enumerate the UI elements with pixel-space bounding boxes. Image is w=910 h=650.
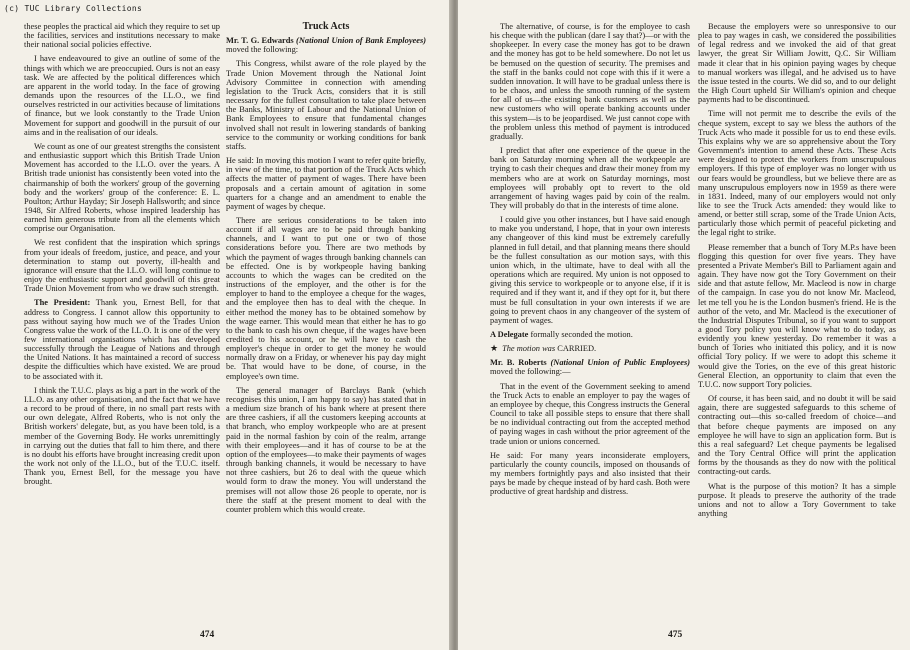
column-1 xyxy=(24,22,220,492)
paragraph: Because the employers were so unresponsive to our plea to pay wages in cash, we considered the possibilities of legal redress and we invoked the aid of that great lawyer, the great Sir William Jowitt, Q.C. Sir William made it clear that in his opinion paying wages by cheque to manual workers was illegal, and he advised us to have the issue tested in the courts. We did so, and to our delight the High Court upheld Sir William's opinion and cheque payments had to be discontinued. xyxy=(698,22,896,105)
moved-text: moved the following: xyxy=(226,45,299,55)
paragraph: I have endeavoured to give an outline of some of the things with which we are preoccupied. Ours is not an easy task. We are affected by the political differences which are apparent in the world today. In the face of growing demands upon the resources of the I.L.O., we find ourselves restricted in our activities because of limitations of finance, but we look constantly to the Trade Union Movement for support and goodwill in the pursuit of our aims and in the realisation of our ideals. xyxy=(24,54,220,137)
paragraph: He said: In moving this motion I want to refer quite briefly, in view of the time, to that portion of the Truck Acts which affects the matter of payment of wages. There have been proposals and a certain amount of agitation in some quarters for a change and an amendment to enable the payment of wages by cheque. xyxy=(226,156,426,211)
speaker-label: The President: xyxy=(34,298,91,308)
speaker-name: Mr. B. Roberts xyxy=(490,358,547,368)
president-paragraph xyxy=(24,298,220,380)
speaker-name: Mr. T. G. Edwards xyxy=(226,36,294,46)
paragraph: I could give you other instances, but I have said enough to make you understand, I hope, that in your own interests any changeover of this kind must be extremely carefully planned in full detail, and that planning means there should be the fullest consultation as our motion says, with this union which, in the ultimate, have to deal with all the operations which are required. My union is not opposed to giving this service to workpeople or to anyone else, if it is required and if they want it, and if they opt for it, but there must be full consultation in your own interests if we are going to prevent chaos in any changeover of the system of payment of wages. xyxy=(490,215,690,325)
paragraph: What is the purpose of this motion? It has a simple purpose. It pleads to preserve the authority of the trade unions and not to allow a Tory Government to take anything xyxy=(698,481,896,518)
paragraph: There are serious considerations to be taken into account if all wages are to be paid through banking channels, and I want to put one or two of those considerations before you. There are two methods by which the payment of wages through banking channels can be effected. One is by workpeople having banking accounts to which the wages can be credited on the instructions of the employer, and the other is for the employer to hand to the employee a cheque for the wages, and the employee then has to deal with the cheque. In either method the money has to be obtained somehow by the wage earner. This would mean that either he has to go to the bank to cash his own cheque, if the wages have been credited to his account, or he will have to cash the employer's cheque in order to get the money he would normally draw on a Friday, or whenever his pay day might be. That would have to be done, of course, in the employee's own time. xyxy=(226,215,426,381)
paragraph: Of course, it has been said, and no doubt it will be said again, there are suggested safeguards to this scheme of contracting out—this so-called freedom of choice—and that before cheque payments are imposed on any employee he will have to sign an application form. But is this a real safeguard? Let cheque payments be legalised and the Tory Central Office will print the application forms by the thousands as they do now with the political contracting-out cards. xyxy=(698,394,896,477)
paragraph: Time will not permit me to describe the evils of the cheque system, except to say we bless the authors of the Truck Acts who made it possible for us to end these evils. This explains why we are so apprehensive about the Tory Government's intention to amend these Acts. These Acts were designed to protect the workers from unscrupulous employers. If this type of employer was no longer with us our fears would be groundless, but we believe there are as many unscrupulous employers now in 1959 as there were in 1831. Indeed, many of our employers would not only like to see the Truck Acts amended: they would like to amend, or better still scrap, some of the Trade Union Acts, particularly those which permit of peaceful picketing and the legal right to strike. xyxy=(698,109,896,238)
paragraph: I think the T.U.C. plays as big a part in the work of the I.L.O. as any other organisation, and the fact that we have a record to be proud of there, in no small part rests with our own delegate, Alfred Roberts, who is not only the British workers' delegate, but, as you have been told, is a member of the Governing Body. He works unremittingly in carrying out the duties that fall to him there, and there is no doubt his efforts have brought increasing credit upon the work not only of the I.L.O., but of the T.U.C. itself. Thank you, Ernest Bell, for the message you have brought. xyxy=(24,385,220,487)
president-text: Thank you, Ernest Bell, for that address to Congress. I cannot allow this opportunity to pass without saying how much we of the Trades Union Congress value the work of the I.L.O. It is one of the very few international organisations which has developed successfully through the League of Nations and through the United Nations. It has maintained a record of success despite the difficulties which have existed. We are proud to be associated with it. xyxy=(24,298,220,381)
paragraph: We rest confident that the inspiration which springs from your ideals of freedom, justice, and peace, and your determination to stamp out poverty, ill-health and ignorance will ensure that the I.L.O. will long continue to enjoy the enthusiastic support and goodwill of this great Trade Union Movement from who we draw such strength. xyxy=(24,238,220,294)
speaker-union: (National Union of Public Employees) xyxy=(550,358,690,368)
speaker-union: (National Union of Bank Employees) xyxy=(296,36,427,46)
moved-text: moved the following:— xyxy=(490,367,571,377)
page-number: 474 xyxy=(200,630,215,640)
carried-line xyxy=(490,344,690,353)
page-number: 475 xyxy=(668,630,683,640)
paragraph: Please remember that a bunch of Tory M.P.s have been flogging this question for over five years. They have presented a Private Member's Bill to Parliament again and again. They have now got the Tory Government on their side and that astute fellow, Mr. Macleod is now in charge of the campaign. In case you do not know Mr. Macleod, let me tell you he is the London busmen's friend. He is the author of the veto, and Mr. Macleod is the executioner of the Industrial Disputes Tribunal, so if you want to support a good Tory policy you will know what to do today, as evidently you knew yesterday. Do remember it was a bunch of Tories who initiated this policy, and it is now official Tory policy. If we were to adopt this scheme it would give the Tories, on the eve of this great historic General Election, an opportunity to claim that even the T.U.C. now support Tory policies. xyxy=(698,242,896,389)
paragraph: I predict that after one experience of the queue in the bank on Saturday morning when all the workpeople are trying to cash their cheques and draw their money from my members who are at work on Saturday mornings, most employees will probably opt to revert to the old arrangement of having wages paid by coin of the realm. They will probably do that in the interests of time alone. xyxy=(490,146,690,210)
page-474 xyxy=(0,0,452,650)
mover-line xyxy=(490,358,690,376)
paragraph: We count as one of our greatest strengths the consistent and enthusiastic support which this British Trade Union Movement has accorded to the I.L.O. over the years. A British trade unionist has consistently been voted into the chairmanship of both the workers' group of the governing body and the workers' group of the conference: E. L. Poulton; Arthur Hayday; Sir Joseph Hallsworth; and since 1948, Sir Alfred Roberts, whose inspired leadership has earned him generous tribute from all the elements which comprise our Organisation. xyxy=(24,141,220,234)
page-475 xyxy=(458,0,910,650)
paragraph: He said: For many years inconsiderate employers, particularly the county councils, imposed on thousands of my members fortnightly pays and also insisted that their pays be made by cheque instead of by hard cash. Both were productive of great hardship and distress. xyxy=(490,450,691,497)
collection-watermark: (c) TUC Library Collections xyxy=(4,4,143,13)
mover-line xyxy=(226,36,426,54)
paragraph: The alternative, of course, is for the employee to cash his cheque with the publican (dare I say that?)—or with the shopkeeper. In every case the money has got to be drawn and the money has got to be held somewhere. Do not let us be bemused on the question of security. The premises and the staff in the banks could not cope with this if it were a sudden innovation. It will have to be gradual unless there is to be chaos, and unless the smooth running of the system for all of us—the existing bank customers as well as the new customers who will operate banking accounts under this system—is to be jeopardised. We just cannot cope with the problem unless this method of payment is introduced gradually. xyxy=(490,22,690,141)
seconded-text: formally seconded the motion. xyxy=(530,330,633,339)
carried-word: CARRIED. xyxy=(557,344,597,354)
seconded-line xyxy=(490,330,690,339)
star-icon: ★ xyxy=(490,343,499,354)
column-4 xyxy=(698,22,896,523)
speaker-label: A Delegate xyxy=(490,330,529,339)
column-3 xyxy=(490,22,690,502)
column-2 xyxy=(226,22,426,519)
paragraph: The general manager of Barclays Bank (which recognises this union, I am happy to say) has stated that in a medium size branch of his bank where at present there are three cashiers, if all the customers keeping accounts at that branch, who employ workpeople who are at present paid in the normal fashion by coin of the realm, arrange with their employees—and it has of course to be at the option of the employees—to make their payments of wages through banking channels, it would be necessary to have not three cashiers, but 26 to deal with the queue which would form to draw the money. You will understand the premises will not allow those 26 people to operate, nor is there the staff at the present moment to deal with the counter problem which this would create. xyxy=(226,385,426,514)
section-heading: Truck Acts xyxy=(302,21,350,32)
motion-text: This Congress, whilst aware of the role played by the Trade Union Movement through the National Joint Advisory Committee in connection with amending legislation to the Truck Acts, considers that it is still necessary for the fullest consultation to take place between the Banks, Ministry of Labour and the National Union of Bank Employees to ensure that fundamental changes involved shall not result in lowering standards of banking service to the community or working conditions for bank staffs. xyxy=(226,59,426,151)
carried-prefix: The motion was xyxy=(502,344,556,354)
paragraph: these peoples the practical aid which they require to set up the facilities, services and institutions necessary to make their national social policies effective. xyxy=(24,22,220,50)
motion-text: That in the event of the Government seeking to amend the Truck Acts to enable an employer to pay the wages of an employee by cheque, this Congress instructs the General Council to take all possible steps to ensure that there shall be no individual contracting out from the accepted method of paying wages in cash without the prior agreement of the trade union or unions concerned. xyxy=(490,381,690,446)
